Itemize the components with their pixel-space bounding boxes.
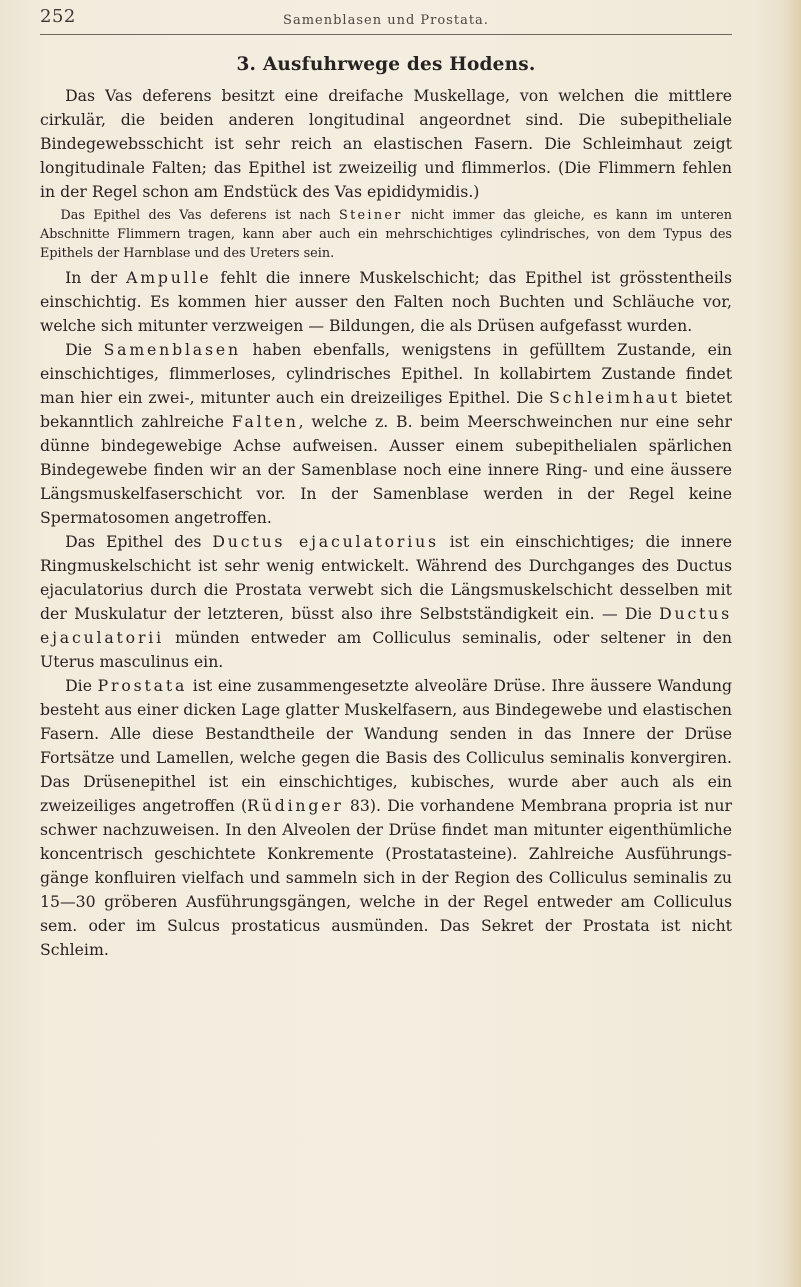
paragraph-text: In der bbox=[65, 268, 127, 287]
term-ductus-ejaculatorius: Ductus ejaculatorius bbox=[212, 532, 439, 551]
paragraph-text: Die bbox=[65, 676, 98, 695]
paragraph-text: Das Vas deferens besitzt eine dreifache Muskellage, von welchen die mittlere cirkulär, die beiden anderen longitudinal angeordnet sind. Die subepitheliale Bindegewebsschicht ist sehr reich an elastischen Fasern. Die Schleimhaut zeigt longitudinale Falten; das Epithel ist zweizeilig und flimmerlos. (Die Flimmern fehlen in der Regel schon am Endstück des Vas epididymidis.) bbox=[40, 86, 732, 201]
paragraph-text: Die bbox=[65, 340, 104, 359]
term-prostata: Prostata bbox=[97, 676, 188, 695]
paragraph-text: münden entweder am Colliculus seminalis, oder seltener in den Uterus masculinus ein. bbox=[40, 628, 732, 671]
term-schleimhaut: Schleimhaut bbox=[549, 388, 680, 407]
author-name: Rüdinger bbox=[247, 796, 344, 815]
paragraph-text: ist ein einschichtiges; die innere Ringmuskelschicht ist sehr wenig entwickelt. Während des Durchganges des Ductus ejaculatorius durch die Prostata verwebt sich die Längsmuskelschicht desselben mit der Muskulatur der letzteren, büsst also ihre Selbstständigkeit ein. — Die bbox=[40, 532, 732, 623]
page-number: 252 bbox=[40, 6, 76, 27]
paragraph-text: , welche z. B. beim Meerschweinchen nur eine sehr dünne bindegewebige Achse aufweisen. Ausser einem subepithelialen spärlichen Bindegewebe finden wir an der Samenblase noch eine innere Ring- und eine äussere Längsmuskelfaserschicht vor. In der Samenblase werden in der Regel keine Spermatosomen angetroffen. bbox=[40, 412, 732, 527]
paragraph-ampulle bbox=[40, 266, 732, 338]
paragraph-text: bietet bekanntlich zahlreiche bbox=[40, 388, 732, 431]
term-samenblasen: Samenblasen bbox=[103, 340, 241, 359]
paragraph-text: 83). Die vorhandene Membrana propria ist nur schwer nachzuweisen. In den Alveolen der Drüse findet man mitunter eigenthümliche koncentrisch geschichtete Konkremente (Prostatasteine). Zahlreiche Ausführungsgänge konfluiren vielfach und sammeln sich in der Region des Colliculus seminalis zu 15—30 gröberen Ausführungsgängen, welche in der Regel entweder am Colliculus sem. oder im Sulcus prostaticus ausmünden. Das Sekret der Prostata ist nicht Schleim. bbox=[40, 796, 732, 959]
paragraph-prostata bbox=[40, 674, 732, 962]
author-name: Steiner bbox=[339, 208, 403, 223]
section-heading: 3. Ausfuhrwege des Hodens. bbox=[236, 54, 536, 75]
term-ampulle: Ampulle bbox=[126, 268, 212, 287]
paragraph-ductus-ejaculatorius bbox=[40, 530, 732, 674]
page-edge-shading bbox=[783, 0, 801, 1287]
footnote-steiner bbox=[40, 206, 732, 263]
paragraph-samenblasen bbox=[40, 338, 732, 530]
paragraph-text: fehlt die innere Muskelschicht; das Epithel ist grösstentheils einschichtig. Es kommen hier ausser den Falten noch Buchten und Schläuche vor, welche sich mitunter verzweigen — Bildungen, die als Drüsen aufgefasst wurden. bbox=[40, 268, 732, 335]
note-text: Das Epithel des Vas deferens ist nach bbox=[60, 208, 340, 223]
paragraph-vas-deferens bbox=[40, 84, 732, 204]
note-text: nicht immer das gleiche, es kann im unteren Abschnitte Flimmern tragen, kann aber auch ein mehrschichtiges cylindrisches, von dem Typus des Epithels der Harnblase und des Ureters sein. bbox=[40, 208, 732, 261]
term-falten: Falten bbox=[231, 412, 299, 431]
page-header bbox=[40, 6, 732, 35]
paragraph-text: haben ebenfalls, wenigstens in gefülltem Zustande, ein einschichtiges, flimmerloses, cylindrisches Epithel. In kollabirtem Zustande findet man hier ein zwei-, mitunter auch ein dreizeiliges Epithel. Die bbox=[40, 340, 732, 407]
paragraph-text: Das Epithel des bbox=[65, 532, 213, 551]
body-text bbox=[40, 84, 732, 962]
term-ductus-ejaculatorii: Ductus ejaculatorii bbox=[40, 604, 732, 647]
running-head: Samenblasen und Prostata. bbox=[283, 13, 489, 28]
paragraph-text: ist eine zusammengesetzte alveoläre Drüse. Ihre äussere Wandung besteht aus einer dicken Lage glatter Muskelfasern, aus Bindegewebe und elastischen Fasern. Alle diese Bestandtheile der Wandung senden in das Innere der Drüse Fortsätze und Lamellen, welche gegen die Basis des Colliculus seminalis konvergiren. Das Drüsenepithel ist ein einschichtiges, kubisches, wurde aber auch als ein zweizeiliges angetroffen ( bbox=[40, 676, 732, 815]
